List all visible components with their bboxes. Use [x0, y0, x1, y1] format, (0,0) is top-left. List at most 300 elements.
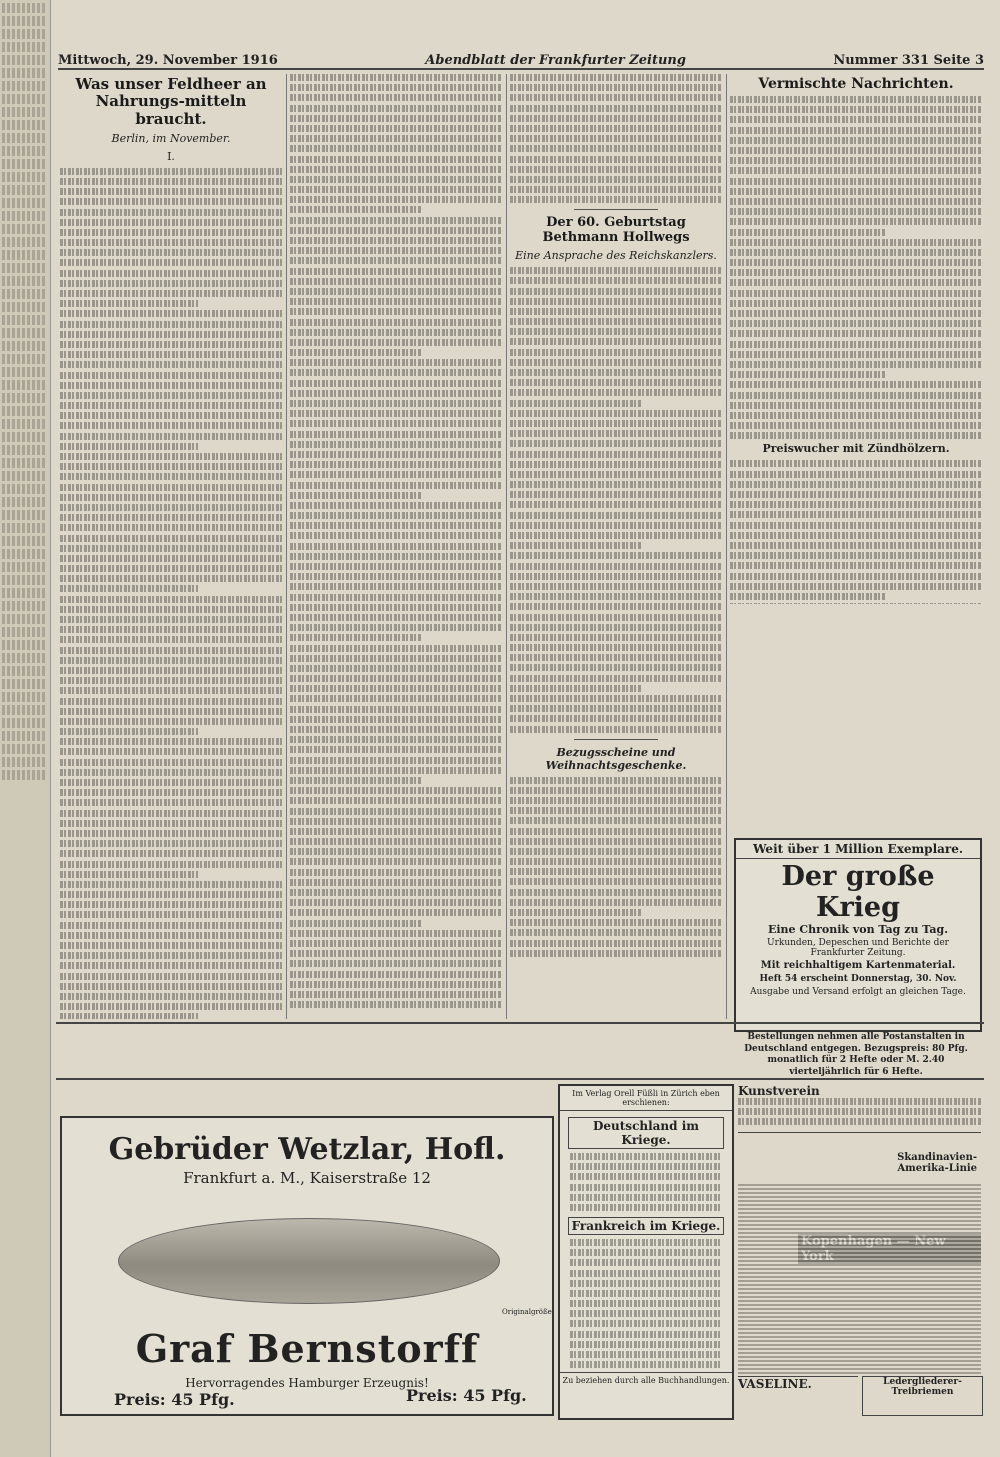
krieg-ad-sub: Eine Chronik von Tag zu Tag. — [767, 923, 949, 936]
text-line — [60, 922, 282, 929]
masthead-page: Nummer 331 Seite 3 — [833, 53, 984, 68]
text-line — [60, 239, 282, 246]
text-line — [60, 626, 282, 633]
text-line — [60, 178, 282, 185]
text-line — [510, 277, 722, 284]
cigar-ad-price-left: Preis: 45 Pfg. — [114, 1390, 235, 1409]
cigar-ad-price-right: Preis: 45 Pfg. — [406, 1386, 527, 1405]
section-heading: Bezugsscheine und Weihnachtsgeschenke. — [545, 745, 687, 772]
text-line — [60, 973, 282, 980]
bethmann-headline: Der 60. Geburtstag Bethmann Hollwegs — [542, 215, 690, 246]
text-line — [730, 593, 886, 600]
text-line — [730, 167, 982, 174]
text-line — [60, 1003, 282, 1010]
text-line — [60, 840, 282, 847]
text-line — [60, 219, 282, 226]
text-line — [510, 501, 722, 508]
text-line — [290, 787, 502, 794]
text-line — [60, 687, 282, 694]
text-line — [60, 341, 282, 348]
text-line — [730, 279, 982, 286]
text-line — [510, 389, 722, 396]
text-line — [510, 797, 722, 804]
text-line — [510, 145, 722, 152]
text-line — [730, 249, 982, 256]
text-line — [510, 338, 722, 345]
text-line — [60, 555, 282, 562]
article-section-number: I. — [167, 149, 175, 163]
text-line — [730, 542, 982, 549]
text-line — [60, 983, 282, 990]
text-line — [290, 746, 502, 753]
text-line — [60, 647, 282, 654]
text-line — [60, 259, 282, 266]
text-line — [60, 942, 282, 949]
text-line — [510, 634, 722, 641]
text-line — [60, 657, 282, 664]
text-line — [510, 176, 722, 183]
text-line — [290, 420, 502, 427]
text-line — [730, 501, 982, 508]
text-line — [510, 288, 722, 295]
article-column-3 — [510, 74, 722, 1019]
text-line — [510, 125, 722, 132]
text-line — [730, 290, 982, 297]
krieg-ad-title: Der große Krieg — [781, 861, 935, 923]
text-line — [290, 186, 502, 193]
text-line — [60, 850, 282, 857]
text-line — [290, 695, 502, 702]
text-line — [290, 858, 502, 865]
text-line — [60, 718, 282, 725]
text-line — [510, 349, 722, 356]
text-line — [60, 677, 282, 684]
text-line — [510, 156, 722, 163]
text-line — [730, 320, 982, 327]
text-line — [60, 769, 282, 776]
text-line — [290, 135, 502, 142]
text-line — [730, 188, 982, 195]
text-line — [510, 481, 722, 488]
text-line — [510, 400, 641, 407]
text-line — [510, 664, 722, 671]
text-line — [510, 532, 722, 539]
text-line — [290, 512, 502, 519]
text-line — [510, 828, 722, 835]
text-line — [60, 198, 282, 205]
text-line — [510, 471, 722, 478]
masthead-date: Mittwoch, 29. November 1916 — [58, 53, 278, 68]
text-line — [60, 779, 282, 786]
text-line — [290, 206, 421, 213]
text-line — [60, 789, 282, 796]
text-line — [510, 583, 722, 590]
masthead-paper: Abendblatt der Frankfurter Zeitung — [425, 53, 686, 68]
text-line — [60, 372, 282, 379]
text-line — [730, 218, 982, 225]
section-heading: Preiswucher mit Zündhölzern. — [762, 442, 950, 456]
text-line — [510, 838, 722, 845]
article-title: Was unser Feldheer an Nahrungs-mitteln braucht. — [75, 75, 267, 128]
text-line — [60, 463, 282, 470]
article-column-1 — [60, 74, 282, 1019]
ship-ad-line: Skandinavien-Amerika-Linie — [897, 1152, 977, 1174]
book-ad-title1: Deutschland im Kriege. — [568, 1117, 724, 1149]
text-line — [730, 552, 982, 559]
text-line — [60, 249, 282, 256]
text-line — [730, 361, 982, 368]
text-line — [290, 492, 421, 499]
article-body-text — [730, 460, 982, 604]
text-line — [290, 359, 502, 366]
book-ad-intro: Im Verlag Orell Füßli in Zürich eben erschienen: — [560, 1086, 732, 1111]
article-column-2 — [290, 74, 502, 1019]
krieg-ad-line1: Urkunden, Depeschen und Berichte der Frankfurter Zeitung. — [767, 938, 949, 958]
article-body-text — [510, 74, 722, 203]
article-byline: Berlin, im November. — [111, 131, 231, 145]
text-line — [510, 105, 722, 112]
text-line — [730, 402, 982, 409]
text-line — [730, 422, 982, 429]
text-line — [510, 929, 722, 936]
text-line — [290, 74, 502, 81]
text-line — [730, 127, 982, 134]
text-line — [60, 168, 282, 175]
cigar-ad-brand: Graf Bernstorff — [135, 1326, 479, 1371]
text-line — [730, 157, 982, 164]
book-ad-title2: Frankreich im Kriege. — [568, 1217, 724, 1235]
text-line — [730, 116, 982, 123]
text-line — [510, 868, 722, 875]
text-line — [510, 675, 722, 682]
text-line — [730, 330, 982, 337]
text-line — [290, 634, 421, 641]
cigar-ad-address: Frankfurt a. M., Kaiserstraße 12 — [183, 1169, 431, 1187]
text-line — [60, 494, 282, 501]
text-line — [60, 596, 282, 603]
text-line — [60, 728, 198, 735]
text-line — [60, 993, 282, 1000]
text-line — [510, 878, 722, 885]
leder-title: Ledergliederer-Treibriemen — [883, 1377, 962, 1397]
text-line — [60, 575, 282, 582]
text-line — [60, 453, 282, 460]
text-line — [290, 502, 502, 509]
text-line — [730, 178, 982, 185]
krieg-ad-top: Weit über 1 Million Exemplare. — [736, 840, 980, 859]
krieg-ad-line4: Ausgabe und Versand erfolgt an gleichen Tage. — [750, 987, 966, 997]
text-line — [510, 318, 722, 325]
text-line — [60, 901, 282, 908]
text-line — [290, 675, 502, 682]
krieg-ad-line2: Mit reichhaltigem Kartenmaterial. — [760, 960, 956, 971]
text-line — [510, 685, 641, 692]
text-line — [60, 270, 282, 277]
text-line — [60, 616, 282, 623]
text-line — [290, 940, 502, 947]
text-line — [290, 645, 502, 652]
text-line — [730, 229, 886, 236]
text-line — [60, 443, 198, 450]
text-line — [510, 298, 722, 305]
text-line — [290, 899, 502, 906]
leder-ad — [862, 1376, 983, 1416]
text-line — [60, 402, 282, 409]
ship-illustration — [738, 1184, 981, 1374]
text-line — [60, 310, 282, 317]
text-line — [290, 349, 421, 356]
text-line — [60, 433, 282, 440]
text-line — [290, 482, 502, 489]
text-line — [60, 748, 282, 755]
text-line — [290, 604, 502, 611]
text-line — [290, 390, 502, 397]
text-line — [730, 381, 982, 388]
text-line — [60, 422, 282, 429]
text-line — [60, 412, 282, 419]
text-line — [510, 817, 722, 824]
text-line — [60, 382, 282, 389]
text-line — [60, 280, 282, 287]
text-line — [290, 665, 502, 672]
masthead — [58, 42, 984, 70]
text-line — [730, 341, 982, 348]
text-line — [290, 431, 502, 438]
text-line — [510, 950, 722, 957]
text-line — [510, 940, 722, 947]
text-line — [510, 430, 722, 437]
text-line — [510, 308, 722, 315]
text-line — [60, 1013, 198, 1019]
text-line — [60, 952, 282, 959]
text-line — [290, 767, 502, 774]
text-line — [510, 715, 722, 722]
text-line — [730, 137, 982, 144]
text-line — [510, 573, 722, 580]
text-line — [510, 522, 722, 529]
text-line — [510, 84, 722, 91]
text-line — [290, 319, 502, 326]
text-line — [730, 532, 982, 539]
text-line — [510, 919, 722, 926]
text-line — [510, 603, 722, 610]
text-line — [290, 1001, 502, 1008]
text-line — [60, 209, 282, 216]
text-line — [290, 869, 502, 876]
text-line — [290, 808, 502, 815]
text-line — [290, 288, 502, 295]
text-line — [290, 441, 502, 448]
text-line — [510, 135, 722, 142]
text-line — [510, 491, 722, 498]
text-line — [60, 545, 282, 552]
text-line — [510, 115, 722, 122]
text-line — [730, 106, 982, 113]
text-line — [290, 308, 502, 315]
text-line — [730, 460, 982, 467]
text-line — [60, 290, 282, 297]
kunstverein-ad — [738, 1084, 981, 1133]
text-line — [290, 706, 502, 713]
text-line — [290, 981, 502, 988]
kunstverein-title: Kunstverein — [738, 1084, 820, 1098]
text-line — [290, 797, 502, 804]
text-line — [290, 655, 502, 662]
text-line — [290, 217, 502, 224]
text-line — [60, 606, 282, 613]
text-line — [60, 524, 282, 531]
text-line — [730, 573, 982, 580]
text-line — [290, 461, 502, 468]
text-line — [730, 392, 982, 399]
text-line — [290, 971, 502, 978]
text-line — [60, 911, 282, 918]
text-line — [290, 156, 502, 163]
text-line — [290, 818, 502, 825]
text-line — [290, 553, 502, 560]
text-line — [290, 573, 502, 580]
article-body-text — [290, 74, 502, 1008]
text-line — [510, 542, 641, 549]
text-line — [730, 198, 982, 205]
cigar-ad-tagline: Hervorragendes Hamburger Erzeugnis! — [185, 1376, 429, 1390]
text-line — [290, 84, 502, 91]
text-line — [290, 410, 502, 417]
text-line — [290, 685, 502, 692]
text-line — [290, 991, 502, 998]
text-line — [730, 351, 982, 358]
text-line — [290, 298, 502, 305]
text-line — [290, 848, 502, 855]
text-line — [290, 380, 502, 387]
text-line — [60, 321, 282, 328]
text-line — [510, 420, 722, 427]
text-line — [510, 787, 722, 794]
text-line — [730, 208, 982, 215]
text-line — [730, 511, 982, 518]
text-line — [60, 504, 282, 511]
text-line — [290, 624, 502, 631]
text-line — [290, 563, 502, 570]
text-line — [290, 828, 502, 835]
text-line — [290, 920, 421, 927]
text-line — [290, 339, 502, 346]
text-line — [510, 644, 722, 651]
text-line — [730, 269, 982, 276]
book-ad-footer: Zu beziehen durch alle Buchhandlungen. — [560, 1372, 732, 1385]
text-line — [510, 654, 722, 661]
text-line — [290, 166, 502, 173]
text-line — [730, 603, 982, 604]
cigar-ad-orig: Originalgröße — [502, 1308, 552, 1316]
text-line — [60, 667, 282, 674]
text-line — [60, 830, 282, 837]
text-line — [60, 759, 282, 766]
text-line — [60, 891, 282, 898]
text-line — [60, 799, 282, 806]
text-line — [60, 361, 282, 368]
text-line — [730, 96, 982, 103]
text-line — [510, 328, 722, 335]
text-line — [290, 257, 502, 264]
text-line — [290, 471, 502, 478]
article-body-text — [730, 96, 982, 439]
text-line — [290, 543, 502, 550]
text-line — [510, 807, 722, 814]
text-line — [290, 583, 502, 590]
text-line — [290, 838, 502, 845]
text-line — [730, 310, 982, 317]
vaseline-ad — [738, 1376, 858, 1415]
text-line — [290, 960, 502, 967]
text-line — [290, 594, 502, 601]
text-line — [60, 585, 198, 592]
text-line — [730, 300, 982, 307]
text-line — [510, 695, 722, 702]
text-line — [60, 871, 198, 878]
text-line — [60, 932, 282, 939]
text-line — [290, 879, 502, 886]
text-line — [290, 237, 502, 244]
text-line — [510, 267, 722, 274]
text-line — [510, 461, 722, 468]
text-line — [290, 329, 502, 336]
text-line — [730, 371, 886, 378]
text-line — [290, 268, 502, 275]
text-line — [290, 196, 502, 203]
text-line — [290, 532, 502, 539]
text-line — [510, 512, 722, 519]
text-line — [290, 726, 502, 733]
text-line — [290, 909, 502, 916]
text-line — [290, 125, 502, 132]
text-line — [290, 94, 502, 101]
text-line — [290, 105, 502, 112]
article-body-text — [60, 168, 282, 1019]
krieg-ad-footer: Bestellungen nehmen alle Postanstalten in Deutschland entgegen. Bezugspreis: 80 Pfg. monatlich für 2 Hefte oder M. 2.40 vierteljährlich für 6 Hefte. — [744, 1032, 968, 1078]
text-line — [60, 229, 282, 236]
text-line — [730, 471, 982, 478]
text-line — [60, 535, 282, 542]
text-line — [290, 227, 502, 234]
text-line — [510, 848, 722, 855]
article-column-4 — [730, 74, 982, 604]
text-line — [510, 410, 722, 417]
text-line — [510, 858, 722, 865]
text-line — [510, 909, 641, 916]
misc-news-headline: Vermischte Nachrichten. — [758, 76, 954, 92]
text-line — [60, 820, 282, 827]
text-line — [290, 115, 502, 122]
text-line — [510, 196, 722, 203]
text-line — [290, 614, 502, 621]
text-line — [290, 522, 502, 529]
text-line — [510, 593, 722, 600]
text-line — [510, 451, 722, 458]
text-line — [290, 777, 421, 784]
text-line — [730, 583, 982, 590]
text-line — [60, 392, 282, 399]
krieg-ad-line3: Heft 54 erscheint Donnerstag, 30. Nov. — [759, 974, 957, 984]
text-line — [60, 484, 282, 491]
text-line — [510, 369, 722, 376]
text-line — [290, 278, 502, 285]
cigar-illustration — [118, 1218, 500, 1304]
text-line — [510, 166, 722, 173]
book-ad — [558, 1084, 734, 1420]
text-line — [60, 331, 282, 338]
text-line — [290, 757, 502, 764]
